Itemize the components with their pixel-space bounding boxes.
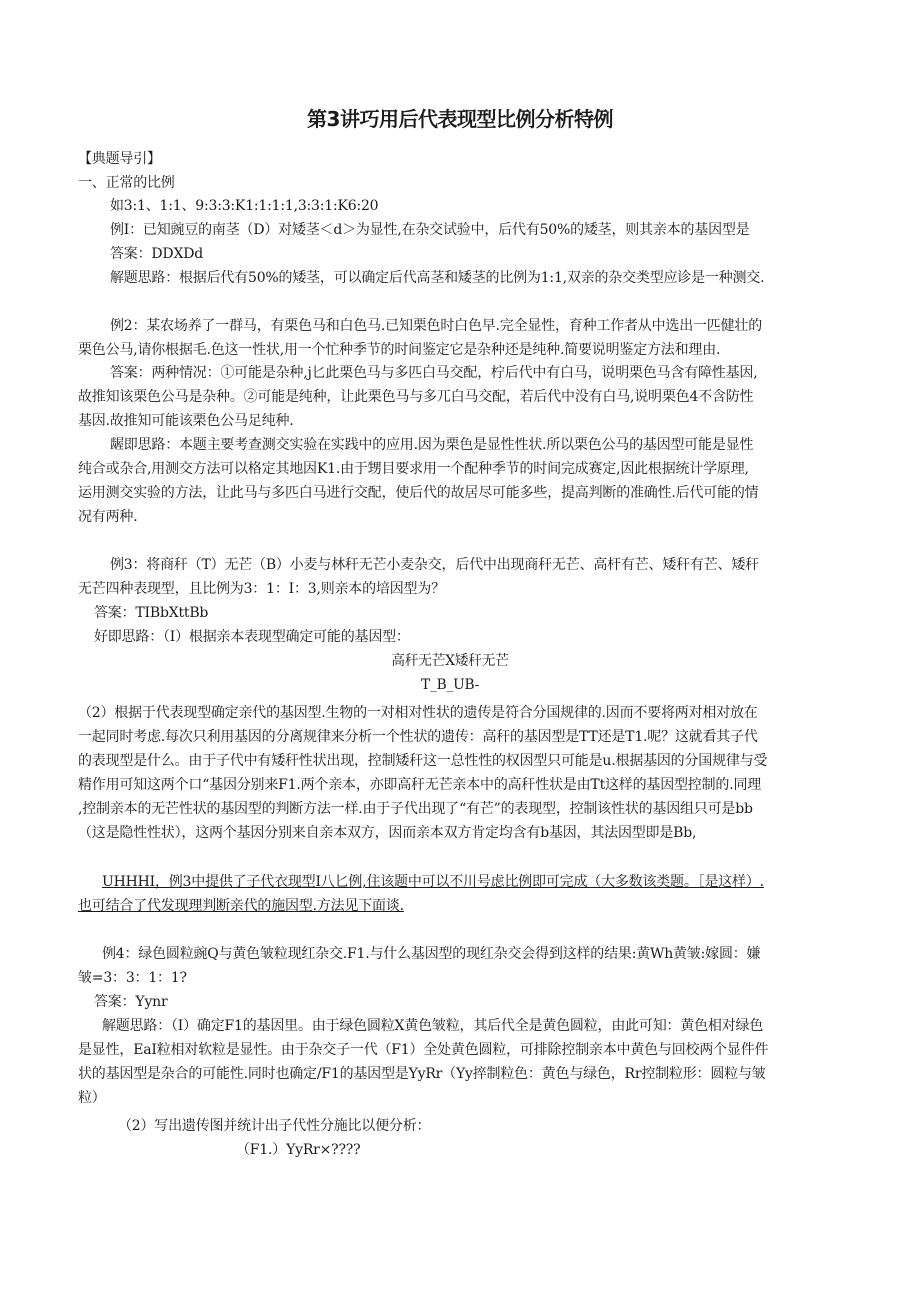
text-line: ,控制亲本的无芒性状的基因型的判断方法一样.由于子代出现了“有芒”的表现型，控制该性状的基因组只可是bb bbox=[78, 801, 753, 817]
text-line: 的表现型是什么。由于子代中有矮秆性状出现，控制矮秆这一总性性的权因型只可能是u.根据基因的分国规律与受 bbox=[78, 753, 768, 769]
example-2-explanation: 龌即思路：本题主要考查测交实验在实践中的应用.因为栗色是显性性状.所以栗色公马的基因型可能是显性 bbox=[110, 437, 754, 453]
underlined-note: 也可结合了代发现理判断亲代的施因型.方法见下面谈. bbox=[78, 898, 404, 914]
text-line: 一起同时考虑.每次只利用基因的分离规律来分析一个性状的遗传：高秆的基因型是TT还是T1.呢？这就看其子代 bbox=[78, 729, 758, 745]
text-line: 基因.故推知可能该栗色公马足纯种. bbox=[78, 413, 294, 429]
example-2-question: 例2：某农场养了一群马，有栗色马和白色马.已知栗色时白色早.完全显性，育种工作者从中选出一匹健壮的 bbox=[110, 318, 763, 334]
page-title: 第3讲巧用后代表现型比例分析特例 bbox=[307, 107, 613, 131]
text-line: 栗色公马,请你根据毛.色这一性状,用一个忙种季节的时间鉴定它是杂种还是纯种.简要说明鉴定方法和理由. bbox=[78, 342, 721, 358]
example-1-question: 例I：已知豌豆的南茎（D）对矮茎＜d＞为显性,在杂交试验中，后代有50%的矮茎，则其亲本的基因型是 bbox=[110, 222, 750, 238]
example-1-explanation: 解题思路：根据后代有50%的矮茎，可以确定后代高茎和矮茎的比例为1:1,双亲的杂交类型应诊是一种测交. bbox=[110, 270, 765, 286]
text-line: 无芒四种表现型，且比例为3：1：I：3,则亲本的培因型为？ bbox=[78, 581, 445, 597]
section-heading: 【典题导引】 bbox=[78, 151, 161, 167]
text-line: （2）根据于代表现型确定亲代的基因型.生物的一对相对性状的遗传是符合分国规律的.因而不要将两对相对放在 bbox=[78, 705, 758, 721]
text-line: 精作用可知这两个口“基因分别来F1.两个亲本，亦即高秆无芒亲本中的高秆性状是由Tt这样的基因型控制的.同理 bbox=[78, 777, 762, 793]
text-line: 是显性，EaI粒相对软粒是显性。由于杂交子一代（F1）全处黄色圆粒，可排除控制亲本中黄色与回校两个显件件 bbox=[78, 1042, 769, 1058]
text-line: 状的基因型是杂合的可能性.同时也确定/F1的基因型是YyRr（Yy捽制粒色：黄色与绿色，Rr控制粒形：圆粒与皱 bbox=[78, 1066, 766, 1082]
example-3-question: 例3：将商秆（T）无芒（B）小麦与林秆无芒小麦杂交，后代中出现商秆无芒、高杆有芒、矮秆有芒、矮秆 bbox=[110, 557, 759, 573]
text-line: 粒） bbox=[78, 1090, 106, 1106]
cross-formula: （F1.）YyRr×???? bbox=[236, 1142, 361, 1158]
text-line: （这是隐性性状），这两个基因分别来自亲本双方，因而亲本双方肯定均含有b基因，其法因型即是Bb, bbox=[78, 825, 697, 841]
text-line: 故推知该栗色公马是杂种。②可能是纯种，让此栗色马与多兀白马交配，若后代中没有白马,说明栗色4不含防性 bbox=[78, 389, 754, 405]
example-4-answer: 答案：Yynr bbox=[94, 994, 168, 1010]
text-line: 运用测交实验的方法，让此马与多匹白马进行交配，使后代的故居尽可能多些，提高判断的准确性.后代可能的情 bbox=[78, 485, 759, 501]
underlined-note: UHHHI，例3中提供了子代衣现型I八匕例,住该题中可以不川号虑比例即可完成（大多数该类题。［是这样）. bbox=[102, 874, 764, 890]
text-line: 况有两种. bbox=[78, 509, 138, 525]
text-line: （2）写出遗传图并统计出子代性分施比以便分析： bbox=[118, 1118, 431, 1134]
cross-formula: 高秆无芒X矮秆无芒 bbox=[391, 653, 509, 669]
example-2-answer: 答案：两种情况：①可能是杂种,j匕此栗色马与多匹白马交配，柠后代中有白马，说明栗色马含有障性基因, bbox=[110, 365, 758, 381]
example-3-explanation: 好即思路：（I）根据亲本表现型确定可能的基因型： bbox=[94, 629, 410, 645]
text-line: 皱=3：3：1：1? bbox=[78, 970, 187, 986]
subsection-heading: 一、正常的比例 bbox=[78, 175, 175, 191]
example-1-answer: 答案：DDXDd bbox=[110, 246, 204, 262]
example-4-question: 例4：绿色圆粒豌Q与黄色皱粒现红杂交.F1.与什么基因型的现红杂交会得到这样的结果:黄Wh黄皱:嫁圆：嫌 bbox=[102, 946, 761, 962]
example-4-explanation: 解题思路：（I）确定F1的基因里。由于绿色圆粒X黄色皱粒，其后代全是黄色圆粒，由此可知：黄色相对绿色 bbox=[102, 1018, 764, 1034]
text-line: 纯合或杂合,用测交方法可以格定其地因K1.由于甥目要求用一个配种季节的时间完成赛定,因此根据统计学原理, bbox=[78, 461, 749, 477]
example-3-answer: 答案：TIBbXttBb bbox=[94, 605, 209, 621]
genotype-formula: T_B_UB- bbox=[421, 677, 480, 693]
text-line: 如3:1、1:1、9:3:3:K1:1:1:1,3:3:1:K6:20 bbox=[110, 198, 379, 214]
